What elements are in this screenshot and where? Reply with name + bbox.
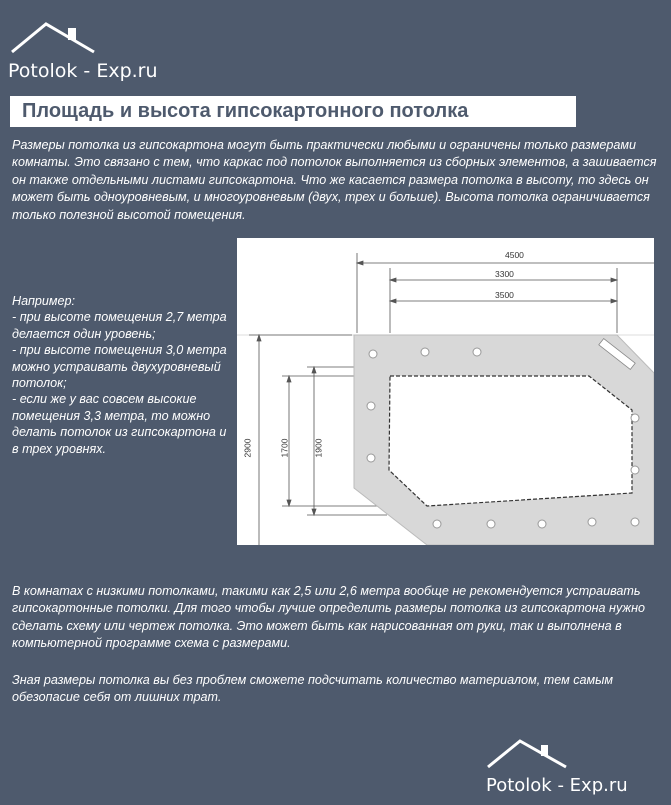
ceiling-drawing [237,238,654,545]
house-roof-icon [8,18,98,58]
dim-label-4500: 4500 [505,250,524,260]
dim-label-3300: 3300 [495,269,514,279]
page-title-bar [10,96,576,127]
ceiling-plan-svg [237,238,654,545]
example-item: - при высоте помещения 3,0 метра можно устраивать двухуровневый потолок; [12,343,227,391]
closing-paragraph: Зная размеры потолка вы без проблем сможете подсчитать количество материалом, тем самым обезопасие себя от лишних трат. [12,673,614,705]
brand-name: Potolok - Exp.ru [486,775,628,796]
example-list [12,293,230,457]
example-item: - при высоте помещения 2,7 метра делается один уровень; [12,310,227,341]
example-heading: Например: [12,294,76,308]
inner-level [389,376,632,506]
brand-logo-top[interactable] [8,18,198,88]
brand-logo-bottom[interactable] [484,735,664,801]
house-roof-icon [484,735,570,773]
page-title: Площадь и высота гипсокартонного потолка [22,100,469,122]
dim-label-1700: 1700 [279,438,290,458]
example-item: - если же у вас совсем высокие помещения 3,3 метра, то можно делать потолок из гипсокартона и в трех уровнях. [12,392,227,456]
brand-name: Potolok - Exp.ru [8,60,158,82]
low-ceilings-paragraph: В комнатах с низкими потолками, такими как 2,5 или 2,6 метра вообще не рекомендуется устраивать гипсокартонные потолки. Для того чтобы лучше определить размеры потолка из гипсокартона нужно сделать схему или чертеж потолка. Это может быть как нарисованная от руки, так и выполнена в компьютерной программе схема с размерами. [12,584,646,651]
dim-label-3500: 3500 [495,290,514,300]
dim-label-1900: 1900 [313,438,324,458]
intro-paragraph: Размеры потолка из гипсокартона могут быть практически любыми и ограничены только размерами комнаты. Это связано с тем, что каркас под потолок выполняется из сборных элементов, а зашивается он также отдельными листами гипсокартона. Что же касается размера потолка в высоту, то здесь он может быть одноуровневым, и многоуровневым (двух, трех и больше). Высота потолка ограничивается только полезной высотой помещения. [12,138,657,222]
dim-label-2900: 2900 [242,438,253,458]
